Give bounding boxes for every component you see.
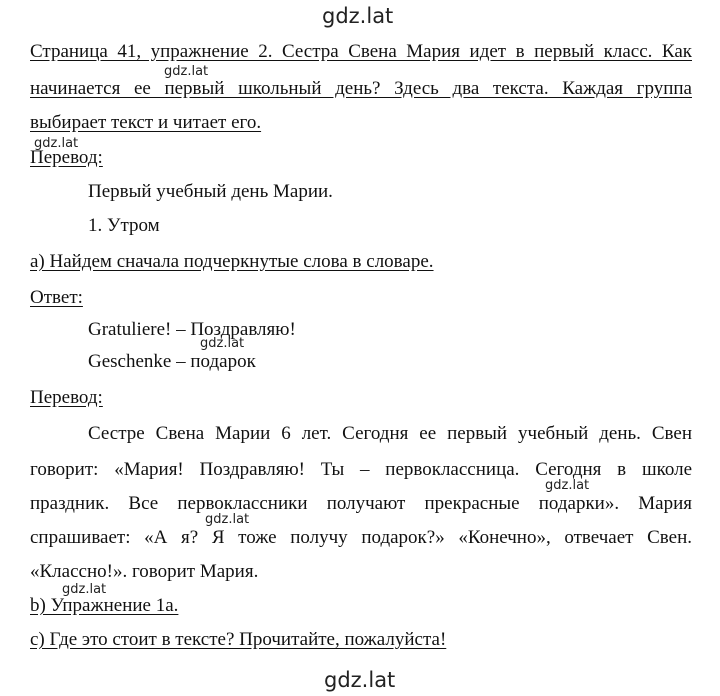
paragraph-line-1: Сестре Свена Марии 6 лет. Сегодня ее первый учебный день. Свен — [88, 423, 692, 444]
watermark-bottom: gdz.lat — [324, 668, 396, 692]
watermark-top: gdz.lat — [322, 4, 394, 28]
paragraph-line-5: «Классно!». говорит Мария. — [30, 561, 259, 582]
watermark-inline-4: gdz.lat — [545, 478, 590, 493]
watermark-inline-2: gdz.lat — [34, 136, 79, 151]
watermark-inline-1: gdz.lat — [164, 64, 209, 79]
item-b: b) Упражнение 1а. — [30, 595, 179, 616]
watermark-inline-5: gdz.lat — [205, 512, 250, 527]
watermark-inline-6: gdz.lat — [62, 582, 107, 597]
document-title: Первый учебный день Марии. — [88, 181, 333, 202]
watermark-inline-3: gdz.lat — [200, 336, 245, 351]
task-line-1: Страница 41, упражнение 2. Сестра Свена Мария идет в первый класс. Как — [30, 41, 692, 62]
paragraph-line-4: спрашивает: «А я? Я тоже получу подарок?» «Конечно», отвечает Свен. — [30, 527, 692, 548]
paragraph-line-2: говорит: «Мария! Поздравляю! Ты – первоклассница. Сегодня в школе — [30, 459, 692, 480]
item-a: а) Найдем сначала подчеркнутые слова в словаре. — [30, 251, 434, 272]
translation-label-2: Перевод: — [30, 387, 103, 408]
task-line-2: начинается ее первый школьный день? Здесь два текста. Каждая группа — [30, 78, 692, 99]
item-c: с) Где это стоит в тексте? Прочитайте, пожалуйста! — [30, 629, 447, 650]
paragraph-line-3: праздник. Все первоклассники получают прекрасные подарки». Мария — [30, 493, 692, 514]
section-heading: 1. Утром — [88, 215, 160, 236]
answer-label: Ответ: — [30, 287, 83, 308]
task-line-3: выбирает текст и читает его. — [30, 112, 262, 133]
vocab-item-1: Gratuliere! – Поздравляю! — [88, 319, 296, 340]
translation-label-1: Перевод: — [30, 147, 103, 168]
vocab-item-2: Geschenke – подарок — [88, 351, 256, 372]
